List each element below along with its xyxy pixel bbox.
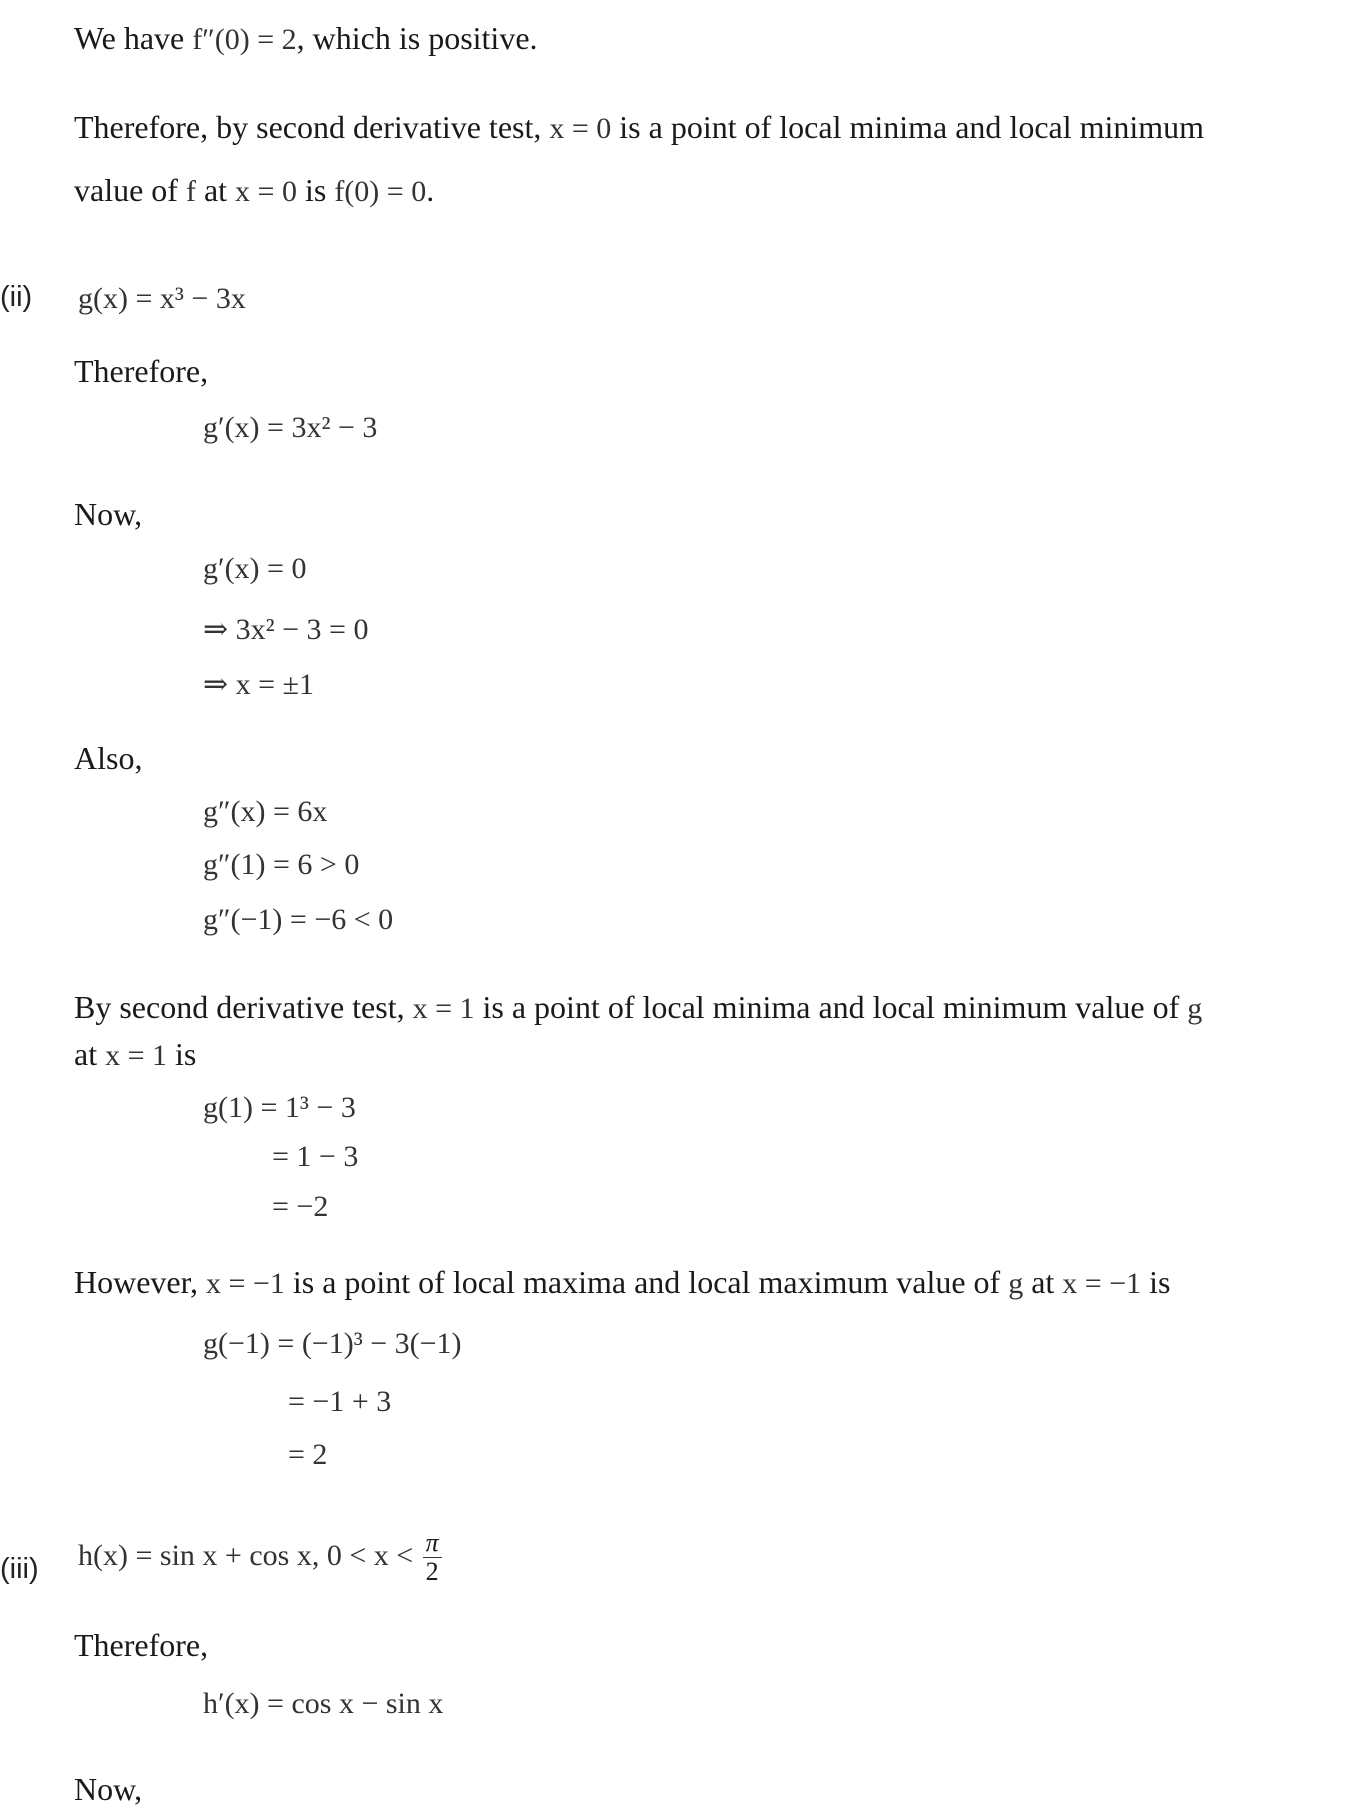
math-expression: ⇒ x = ±1 bbox=[203, 668, 315, 701]
part-label-iii: (iii) bbox=[0, 1553, 39, 1585]
equation-line bbox=[203, 843, 359, 885]
text-segment: Therefore, bbox=[74, 353, 209, 389]
text-segment: is a point of local minima and local minimum value of bbox=[474, 989, 1188, 1025]
text-segment: value of bbox=[74, 172, 186, 208]
text-segment: Now, bbox=[74, 1771, 143, 1807]
text-segment: is bbox=[167, 1036, 197, 1072]
math-expression: h′(x) = cos x − sin x bbox=[203, 1687, 444, 1720]
fraction-numerator: π bbox=[423, 1529, 442, 1558]
text-line bbox=[74, 1769, 142, 1809]
math-expression: x = 1 bbox=[412, 992, 475, 1025]
math-expression: g″(1) = 6 > 0 bbox=[203, 848, 360, 881]
math-expression: g bbox=[1008, 1267, 1024, 1300]
math-expression: g″(x) = 6x bbox=[203, 795, 328, 828]
text-line bbox=[74, 170, 434, 212]
math-expression: g″(−1) = −6 < 0 bbox=[203, 903, 394, 936]
equation-line bbox=[203, 608, 368, 650]
text-line bbox=[74, 18, 538, 60]
equation-line bbox=[203, 547, 306, 589]
part-label-ii: (ii) bbox=[0, 281, 33, 313]
math-expression: x = 0 bbox=[235, 175, 297, 208]
text-line bbox=[74, 107, 1204, 149]
math-expression: f bbox=[185, 175, 196, 208]
equation-line bbox=[272, 1185, 328, 1227]
text-segment: is bbox=[296, 172, 335, 208]
equation-line bbox=[288, 1380, 391, 1422]
math-expression: x = −1 bbox=[1062, 1267, 1142, 1300]
text-line bbox=[74, 738, 142, 778]
math-expression: g′(x) = 0 bbox=[203, 552, 307, 585]
text-segment: We have bbox=[74, 20, 193, 56]
text-segment: at bbox=[195, 172, 236, 208]
math-expression: g(x) = x³ − 3x bbox=[78, 282, 246, 315]
equation-line bbox=[203, 898, 393, 940]
text-line bbox=[74, 494, 142, 534]
math-expression: g bbox=[1187, 992, 1203, 1025]
math-expression: = −1 + 3 bbox=[288, 1385, 392, 1418]
text-segment: is bbox=[1141, 1264, 1171, 1300]
math-expression: h(x) = sin x + cos x, 0 < x < bbox=[78, 1538, 421, 1572]
equation-line bbox=[203, 1322, 462, 1364]
math-expression: f″(0) = 2 bbox=[192, 23, 297, 56]
text-segment: is a point of local maxima and local maximum value of bbox=[284, 1264, 1009, 1300]
math-expression: x = −1 bbox=[206, 1267, 285, 1300]
text-segment: Therefore, by second derivative test, bbox=[74, 109, 550, 145]
text-segment: Also, bbox=[74, 740, 143, 776]
equation-line bbox=[203, 790, 327, 832]
text-segment: is a point of local minima and local minimum bbox=[611, 109, 1205, 145]
math-expression: f(0) = 0 bbox=[334, 175, 427, 208]
text-segment: , which is positive. bbox=[296, 20, 538, 56]
text-line bbox=[74, 1625, 208, 1665]
math-expression: x = 0 bbox=[549, 112, 612, 145]
equation-line bbox=[78, 277, 246, 319]
math-expression: ⇒ 3x² − 3 = 0 bbox=[203, 613, 369, 646]
fraction bbox=[423, 1529, 442, 1586]
math-expression: = 1 − 3 bbox=[272, 1140, 359, 1173]
math-expression: x = 1 bbox=[105, 1039, 168, 1072]
text-line bbox=[74, 1262, 1170, 1304]
math-expression: g(1) = 1³ − 3 bbox=[203, 1091, 356, 1124]
math-expression: = 2 bbox=[288, 1438, 328, 1471]
equation-line bbox=[288, 1433, 327, 1475]
math-expression: g(−1) = (−1)³ − 3(−1) bbox=[203, 1327, 462, 1360]
equation-line bbox=[78, 1529, 442, 1586]
equation-line bbox=[203, 1682, 443, 1724]
math-expression: = −2 bbox=[272, 1190, 329, 1223]
text-segment: at bbox=[1023, 1264, 1063, 1300]
text-segment: However, bbox=[74, 1264, 206, 1300]
equation-line bbox=[203, 663, 314, 705]
equation-line bbox=[203, 1086, 356, 1128]
text-segment: . bbox=[426, 172, 435, 208]
text-line bbox=[74, 1034, 196, 1076]
text-line bbox=[74, 987, 1202, 1029]
text-segment: Therefore, bbox=[74, 1627, 209, 1663]
equation-line bbox=[272, 1135, 358, 1177]
equation-line bbox=[203, 406, 377, 448]
math-expression: g′(x) = 3x² − 3 bbox=[203, 411, 378, 444]
text-segment: Now, bbox=[74, 496, 143, 532]
text-segment: By second derivative test, bbox=[74, 989, 413, 1025]
text-segment: at bbox=[74, 1036, 106, 1072]
fraction-denominator: 2 bbox=[425, 1557, 439, 1586]
text-line bbox=[74, 351, 208, 391]
